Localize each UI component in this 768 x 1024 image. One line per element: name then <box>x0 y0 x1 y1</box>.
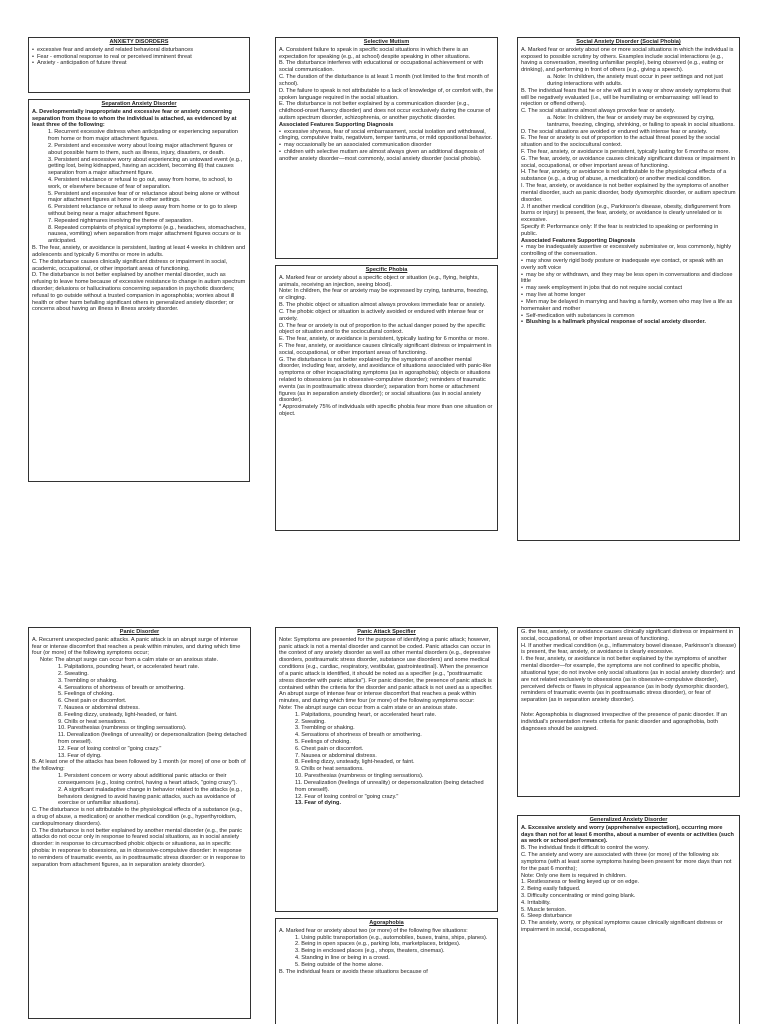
criterion: D. The fear or anxiety is out of proportion to the actual danger posed by the specific object or situation and to the sociocultural context. <box>279 322 486 336</box>
definition: An abrupt surge of intense fear or intense discomfort that reaches a peak within minutes, and during which time four (or more) of the following symptoms occur: <box>279 691 476 705</box>
symptom-item: 6. Sleep disturbance <box>521 913 572 920</box>
symptom-item: 8. Feeling dizzy, unsteady, light-headed, or faint. <box>58 711 178 718</box>
list-item: • may occasionally be an associated communication disorder <box>279 142 494 149</box>
anxiety-disorders-box <box>28 37 250 93</box>
symptom-item: 10. Paresthesias (numbness or tingling sensations). <box>295 773 424 780</box>
symptom-item: 6. Chest pain or discomfort. <box>295 745 364 752</box>
criterion-item: 2. A significant maladaptive change in behavior related to the attacks (e.g., behaviors designed to avoid having panic attacks, such as avoidance of exercise or unfamiliar situations). <box>58 786 243 807</box>
criterion-item: 7. Repeated nightmares involving the theme of separation. <box>48 217 193 224</box>
note: a. Note: In children, the anxiety must occur in peer settings and not just during interactions with adults. <box>547 74 723 87</box>
symptom-item: 6. Chest pain or discomfort. <box>58 698 127 705</box>
criterion: B. The phobic object or situation almost always provokes immediate fear or anxiety. <box>279 302 486 309</box>
criterion: A. Marked fear or anxiety about a specific object or situation (e.g., flying, heights, animals, receiving an injection, seeing blood). <box>279 274 479 288</box>
specific-phobia-box <box>275 265 498 531</box>
symptom-item: 7. Nausea or abdominal distress. <box>295 752 377 759</box>
panic-attack-specifier-box <box>275 627 498 912</box>
criterion: C. The anxiety and worry are associated with three (or more) of the following six symptoms (with at least some symptoms having been present for more days than not for the past 6 months); <box>521 852 732 872</box>
symptom-item: 5. Muscle tension. <box>521 906 567 913</box>
section-heading: Associated Features Supporting Diagnosis <box>521 237 636 244</box>
criterion: A. Recurrent unexpected panic attacks. A panic attack is an abrupt surge of intense fear or intense discomfort that reaches a peak within minutes, and during which time four (or more) of the following symptoms occur; <box>32 636 241 657</box>
criterion: J. If another medical condition (e.g., Parkinson's disease, obesity, disfigurement from burns or injury) is present, the fear, anxiety, or avoidance is clearly unrelated or is excessive. <box>521 203 731 224</box>
list-item: • may be inadequately assertive or excessively submissive or, less commonly, highly controlling of the conversation. <box>521 244 736 258</box>
list-item: • excessive shyness, fear of social embarrassment, social isolation and withdrawal, clinging, compulsive traits, negativism, temper tantrums, or mild oppositional behavior. <box>279 129 494 143</box>
symptom-item: 2. Being easily fatigued. <box>521 886 581 893</box>
criterion-item: 3. Persistent and excessive worry about experiencing an untoward event (e.g., getting lost, being kidnapped, having an accident, becoming ill) that causes separation from a major attachment figure. <box>48 156 243 177</box>
note: * Approximately 75% of individuals with specific phobia fear more than one situation or object. <box>279 404 493 418</box>
criterion: D. The failure to speak is not attributable to a lack of knowledge of, or comfort with, the spoken language required in the social situation. <box>279 87 494 101</box>
social-anxiety-box <box>517 37 740 541</box>
criterion-item: 1. Using public transportation (e.g., automobiles, buses, trains, ships, planes). <box>295 934 488 941</box>
symptom-item: 13. Fear of dying. <box>295 800 342 807</box>
panic-disorder-box <box>28 627 251 1019</box>
criterion: H. The fear, anxiety, or avoidance is not attributable to the physiological effects of a substance (e.g., a drug of abuse, a medication) or another medical condition. <box>521 169 727 183</box>
criterion: B. The individual finds it difficult to control the worry. <box>521 845 650 852</box>
criterion: A. Developmentally inappropriate and excessive fear or anxiety concerning separation from those to whom the individual is attached, as evidenced by at least three of the following: <box>32 108 237 129</box>
criterion-item: 6. Persistent reluctance or refusal to sleep away from home or to go to sleep without being near a major attachment figure. <box>48 204 238 217</box>
criterion: E. The disturbance is not better explained by a communication disorder (e.g., childhood-onset fluency disorder) and does not occur exclusively during the course of autism spectrum disorder, schizophrenia, or another psychotic disorder. <box>279 101 491 121</box>
note: Note: Only one item is required in children. <box>521 872 627 879</box>
list-item: • may seek employment in jobs that do not require social contact <box>521 285 736 292</box>
note: a. Note: In children, the fear or anxiety may be expressed by crying, tantrums, freezing, clinging, shrinking, or failing to speak in social situations. <box>547 114 735 128</box>
criterion: C. The duration of the disturbance is at least 1 month (not limited to the first month of school). <box>279 74 489 87</box>
criterion: F. The fear, anxiety, or avoidance is persistent, typically lasting for 6 months or more. <box>521 149 731 155</box>
criterion-item: 5. Being outside of the home alone. <box>295 961 384 968</box>
criterion: I. The fear, anxiety, or avoidance is not better explained by the symptoms of another mental disorder, such as panic disorder, body dysmorphic disorder, or autism spectrum disorder. <box>521 183 736 203</box>
list-item: • excessive fear and anxiety and related behavioral disturbances <box>32 47 246 54</box>
criterion: A. Consistent failure to speak in specific social situations in which there is an expectation for speaking (e.g., at school) despite speaking in other situations. <box>279 46 471 60</box>
criterion: C. The social situations almost always provoke fear or anxiety. <box>521 108 675 115</box>
generalized-anxiety-title: Generalized Anxiety Disorder <box>589 817 668 823</box>
symptom-item: 13. Fear of dying. <box>58 752 102 759</box>
selective-mutism-title: Selective Mutism <box>363 39 410 45</box>
social-anxiety-title: Social Anxiety Disorder (Social Phobia) <box>576 39 681 45</box>
criterion: I. the fear, anxiety, or avoidance is not better explained by the symptoms of another mental disorder—for example, the symptoms are not confined to specific phobia, situational type; do not involve only social situations (as in social anxiety disorder): and are not related exclusively to obsessions (as in obsessive-compulsive disorder), perceived defects or flaws in physical appearance (as in body dysmorphic disorder), reminders of traumatic events (as in posttraumatic stress disorder), or fear of separation (as in separation anxiety disorder). <box>521 656 736 704</box>
symptom-item: 9. Chills or heat sensations. <box>58 718 127 725</box>
criterion-item: 4. Persistent reluctance or refusal to go out, away from home, to school, to work, or elsewhere because of fear of separation. <box>48 176 233 190</box>
criterion-item: 4. Standing in line or being in a crowd. <box>295 955 390 962</box>
criterion-item: 2. Persistent and excessive worry about losing major attachment figures or about possible harm to them, such as illness, injury, disasters, or death. <box>48 142 233 156</box>
symptom-item: 4. Irritability. <box>521 899 551 906</box>
list-item: • may show overly rigid body posture or inadequate eye contact, or speak with an overly soft voice <box>521 258 736 272</box>
symptom-item: 4. Sensations of shortness of breath or smothering. <box>58 684 185 691</box>
list-item: • Blushing is a hallmark physical response of social anxiety disorder. <box>521 319 736 326</box>
criterion: G. The fear, anxiety, or avoidance causes clinically significant distress or impairment in social, occupational, or other important areas of functioning. <box>521 155 736 169</box>
criterion: C. The phobic object or situation is actively avoided or endured with intense fear or anxiety. <box>279 308 484 322</box>
symptom-item: 4. Sensations of shortness of breath or smothering. <box>295 732 422 739</box>
note: Note: The abrupt surge can occur from a calm state or an anxious state. <box>40 657 219 664</box>
symptom-item: 3. Difficulty concentrating or mind going blank. <box>521 892 636 899</box>
symptom-item: 1. Palpitations, pounding heart, or accelerated heart rate. <box>295 711 437 718</box>
panic-disorder-title: Panic Disorder <box>119 629 160 635</box>
criterion: D. The disturbance is not better explained by another mental disorder (e.g., the panic attacks do not occur only in response to feared social situations, as in social anxiety disorder: in response to circumscribed phobic objects or situations, as in specific phobia: in response to obsessions, as in obsessive-compulsive disorder: in response to reminders of traumatic events, as in posttraumatic stress disorder: or in response to separation from attachment figures, as in separation anxiety disorder). <box>32 827 245 868</box>
symptom-item: 5. Feelings of choking. <box>295 739 351 745</box>
criterion: B. At least one of the attacks has been followed by 1 month (or more) of one or both of the following: <box>32 759 246 773</box>
symptom-item: 3. Trembling or shaking. <box>58 677 118 684</box>
generalized-anxiety-box <box>517 815 740 1024</box>
criterion: D. The social situations are avoided or endured with intense fear or anxiety. <box>521 128 708 135</box>
agoraphobia-title: Agoraphobia <box>369 920 404 926</box>
criterion-item: 8. Repeated complaints of physical symptoms (e.g., headaches, stomachaches, nausea, vomiting) when separation from major attachment figures occurs or is anticipated. <box>48 224 246 245</box>
criterion-item: 1. Recurrent excessive distress when anticipating or experiencing separation from home or from major attachment figures. <box>48 129 238 143</box>
criterion-item: 3. Being in enclosed places (e.g., shops, theaters, cinemas). <box>295 948 445 955</box>
criterion: C. The disturbance causes clinically significant distress or impairment in social, academic, occupational, or other important areas of functioning. <box>32 258 228 272</box>
criterion: D. The anxiety, worry, or physical symptoms cause clinically significant distress or impairment in social, occupational, <box>521 920 723 933</box>
symptom-item: 5. Feelings of choking. <box>58 691 114 698</box>
criterion: H. If another medical condition (e.g., inflammatory bowel disease, Parkinson's disease) is present, the fear, anxiety, or avoidance is clearly excessive. <box>521 642 736 656</box>
list-item: • Anxiety - anticipation of future threat <box>32 60 246 67</box>
symptom-item: 3. Trembling or shaking. <box>295 725 355 732</box>
criterion: A. Marked fear or anxiety about two (or more) of the following five situations: <box>279 927 468 934</box>
criterion: F. The fear, anxiety, or avoidance causes clinically significant distress or impairment in social, occupational, or other important areas of functioning. <box>279 342 492 356</box>
symptom-item: 1. Palpitations, pounding heart, or accelerated heart rate. <box>58 664 200 671</box>
list-item: • children with selective mutism are almost always given an additional diagnosis of another anxiety disorder—most commonly, social anxiety disorder (social phobia). <box>279 149 494 163</box>
criterion: C. The disturbance is not attributable to the physiological effects of a substance (e.g., a drug of abuse, a medication) or another medical condition (e.g., hyperthyroidism, cardiopulmonary disorders). <box>32 807 243 827</box>
criterion-item: 2. Being in open spaces (e.g., parking lots, marketplaces, bridges). <box>295 941 461 948</box>
symptom-item: 1. Restlessness or feeling keyed up or on edge. <box>521 879 640 886</box>
anxiety-disorders-title: ANXIETY DISORDERS <box>109 39 169 45</box>
agoraphobia-box <box>275 918 498 1024</box>
symptom-item: 2. Sweating. <box>295 718 326 725</box>
symptom-item: 12. Fear of losing control or "going crazy." <box>295 793 399 800</box>
specific-phobia-title: Specific Phobia <box>365 267 408 273</box>
agoraphobia-continued-box <box>517 627 740 797</box>
list-item: • Men may be delayed in marrying and having a family, women who may live a life as homemaker and mother <box>521 299 736 313</box>
criterion: B. The fear, anxiety, or avoidance is persistent, lasting at least 4 weeks in children and adolescents and typically 6 months or more in adults. <box>32 245 246 258</box>
symptom-item: 7. Nausea or abdominal distress. <box>58 704 140 711</box>
symptom-item: 8. Feeling dizzy, unsteady, light-headed, or faint. <box>295 759 415 766</box>
note: Note: Symptoms are presented for the purpose of identifying a panic attack; however, panic attack is not a mental disorder and cannot be coded. Panic attacks can occur in the context of any anxiety disorder as well as other mental disorders (e.g., depressive disorders, posttraumatic stress disorder, substance use disorders) and some medical conditions (e.g., cardiac, respiratory, vestibular, gastrointestinal). When the presence of a panic attack is identified, it should be noted as a specifier (e.g., "posttraumatic stress disorder with panic attacks"). For panic disorder, the presence of panic attack is contained within the criteria for the disorder and panic attack is not used as a specifier. <box>279 636 493 691</box>
symptom-item: 2. Sweating. <box>58 670 89 677</box>
note: Note: In children, the fear or anxiety may be expressed by crying, tantrums, freezing, or clinging. <box>279 288 489 302</box>
criterion: A. Excessive anxiety and worry (apprehensive expectation), occurring more days than not for at least 6 months, about a number of events or activities (such as work or school performance). <box>521 824 734 845</box>
criterion: D. The disturbance is not better explained by another mental disorder, such as refusing to leave home because of excessive resistance to change in autism spectrum disorder; delusions or hallucinations concerning separation in psychotic disorders; refusal to go outside without a trusted companion in agoraphobia; worries about ill health or other harm befalling significant others in generalized anxiety disorder; or concerns about having an illness in illness anxiety disorder. <box>32 272 246 313</box>
note: Note: The abrupt surge can occur from a calm state or an anxious state. <box>279 704 458 711</box>
separation-anxiety-box <box>28 99 250 482</box>
criterion-item: 1. Persistent concern or worry about additional panic attacks or their consequences (e.g., losing control, having a heart attack, "going crazy"). <box>58 773 238 786</box>
symptom-item: 9. Chills or heat sensations. <box>295 766 364 773</box>
specifier: Specify if: Performance only: If the fear is restricted to speaking or performing in public. <box>521 223 719 237</box>
criterion: B. The individual fears or avoids these situations because of <box>279 968 428 975</box>
selective-mutism-box <box>275 37 498 259</box>
criterion: G. The disturbance is not better explained by the symptoms of another mental disorder, including fear, anxiety, and avoidance of situations associated with panic-like symptoms or other incapacitating symptoms (as in agoraphobia); objects or situations related to obsessions (as in obsessive-compulsive disorder); reminders of traumatic events (as in posttraumatic stress disorder); separation from home or attachment figures (as in separation anxiety disorder); or social situations (as in social anxiety disorder). <box>279 356 492 404</box>
criterion: A. Marked fear or anxiety about one or more social situations in which the individual is exposed to possible scrutiny by others. Examples include social interactions (e.g., having a conversation, meeting unfamiliar people), being observed (e.g., eating or drinking), and performing in front of others (e.g., giving a speech). <box>521 46 734 74</box>
criterion-item: 5. Persistent and excessive fear of or reluctance about being alone or without major attachment figures at home or in other settings. <box>48 190 240 204</box>
criterion: G. the fear, anxiety, or avoidance causes clinically significant distress or impairment in social, occupational, or other important areas of functioning. <box>521 629 734 642</box>
list-item: • Self-medication with substances is common <box>521 313 736 320</box>
list-item: • may live at home longer <box>521 292 736 299</box>
criterion: E. The fear, anxiety, or avoidance is persistent, typically lasting for 6 months or more. <box>279 336 489 343</box>
separation-anxiety-title: Separation Anxiety Disorder <box>101 101 177 107</box>
criterion: B. The disturbance interferes with educational or occupational achievement or with social communication. <box>279 60 484 74</box>
note: Note: Agoraphobia is diagnosed irrespective of the presence of panic disorder. If an individual's presentation meets criteria for panic disorder and agoraphobia, both diagnoses should be assigned. <box>521 711 728 732</box>
symptom-item: 11. Derealization (feelings of unreality) or depersonalization (being detached from oneself). <box>295 779 484 793</box>
criterion: E. The fear or anxiety is out of proportion to the actual threat posed by the social situation and to the sociocultural context. <box>521 135 720 149</box>
symptom-item: 12. Fear of losing control or "going crazy." <box>58 745 162 752</box>
list-item: • may be shy or withdrawn, and they may be less open in conversations and disclose little <box>521 272 736 286</box>
section-heading: Associated Features Supporting Diagnosis <box>279 121 394 128</box>
symptom-item: 11. Derealization (feelings of unreality) or depersonalization (being detached from oneself). <box>58 732 247 745</box>
panic-attack-specifier-title: Panic Attack Specifier <box>357 629 416 635</box>
symptom-item: 10. Paresthesias (numbness or tingling sensations). <box>58 725 187 732</box>
criterion: B. The individual fears that he or she will act in a way or show anxiety symptoms that will be negatively evaluated (i.e., will be humiliating or embarrassing: will lead to rejection or offend others). <box>521 87 731 108</box>
list-item: • Fear - emotional response to real or perceived imminent threat <box>32 54 246 61</box>
